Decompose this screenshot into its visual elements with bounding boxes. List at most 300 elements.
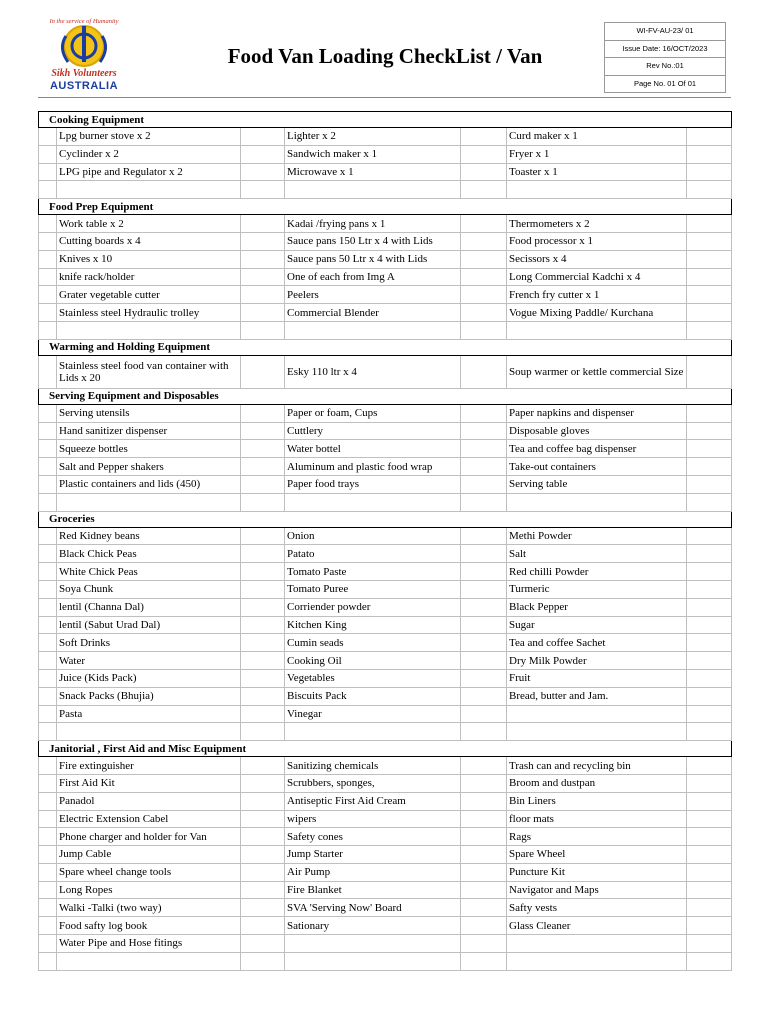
check-box-cell[interactable] [461,652,507,670]
check-box-cell[interactable] [461,580,507,598]
row-margin-cell [39,723,57,741]
checklist-item: Cuttlery [285,422,461,440]
checklist-item: Antiseptic First Aid Cream [285,792,461,810]
logo-name: Sikh Volunteers [51,68,117,79]
check-box-cell[interactable] [461,598,507,616]
checklist-row [39,935,732,953]
checklist-item: Fruit [507,669,687,687]
checklist-item: Long Ropes [57,881,241,899]
checklist-row [39,634,732,652]
check-box-cell[interactable] [241,580,285,598]
check-box-cell[interactable] [241,475,285,493]
check-box-cell[interactable] [241,181,285,199]
check-box-cell[interactable] [241,881,285,899]
check-box-cell[interactable] [687,493,732,511]
check-box-cell[interactable] [241,458,285,476]
check-box-cell[interactable] [461,669,507,687]
check-box-cell[interactable] [461,810,507,828]
checklist-item: White Chick Peas [57,563,241,581]
checklist-item [57,952,241,970]
check-box-cell[interactable] [687,757,732,775]
check-box-cell[interactable] [241,232,285,250]
check-box-cell[interactable] [241,935,285,953]
checklist-row [39,792,732,810]
checklist-row [39,545,732,563]
row-margin-cell [39,404,57,422]
row-margin-cell [39,458,57,476]
checklist-item [507,723,687,741]
checklist-row [39,422,732,440]
check-box-cell[interactable] [241,616,285,634]
checklist-item [507,493,687,511]
check-box-cell[interactable] [687,458,732,476]
checklist-item: Soft Drinks [57,634,241,652]
checklist-item: Toaster x 1 [507,163,687,181]
check-box-cell[interactable] [461,545,507,563]
checklist-row [39,723,732,741]
row-margin-cell [39,881,57,899]
check-box-cell[interactable] [461,935,507,953]
check-box-cell[interactable] [687,304,732,322]
checklist-item: Fire Blanket [285,881,461,899]
checklist-item: Serving table [507,475,687,493]
checklist-item: Puncture Kit [507,863,687,881]
checklist-item: Squeeze bottles [57,440,241,458]
checklist-item: Broom and dustpan [507,774,687,792]
checklist-row [39,757,732,775]
checklist-item [285,935,461,953]
check-box-cell[interactable] [461,917,507,935]
checklist-item: Cyclinder x 2 [57,145,241,163]
checklist-item: Scrubbers, sponges, [285,774,461,792]
header-divider [38,97,731,98]
checklist-item: Stainless steel Hydraulic trolley [57,304,241,322]
check-box-cell[interactable] [241,828,285,846]
checklist-item: Methi Powder [507,527,687,545]
checklist-item: Water [57,652,241,670]
checklist-item: Walki -Talki (two way) [57,899,241,917]
check-box-cell[interactable] [687,215,732,233]
check-box-cell[interactable] [687,475,732,493]
checklist-item: Panadol [57,792,241,810]
check-box-cell[interactable] [687,952,732,970]
check-box-cell[interactable] [687,774,732,792]
check-box-cell[interactable] [241,286,285,304]
row-margin-cell [39,493,57,511]
check-box-cell[interactable] [241,652,285,670]
check-box-cell[interactable] [687,527,732,545]
check-box-cell[interactable] [687,580,732,598]
check-box-cell[interactable] [241,723,285,741]
row-margin-cell [39,580,57,598]
checklist-item [285,181,461,199]
row-margin-cell [39,321,57,339]
row-margin-cell [39,181,57,199]
check-box-cell[interactable] [461,723,507,741]
row-margin-cell [39,757,57,775]
checklist-item: Stainless steel food van container with Lids x 20 [57,355,241,388]
check-box-cell[interactable] [687,899,732,917]
checklist-item: Sugar [507,616,687,634]
checklist-row [39,863,732,881]
checklist-item: knife rack/holder [57,268,241,286]
check-box-cell[interactable] [461,458,507,476]
row-margin-cell [39,616,57,634]
check-box-cell[interactable] [461,863,507,881]
checklist-item [285,321,461,339]
checklist-row [39,846,732,864]
checklist-item: Electric Extension Cabel [57,810,241,828]
check-box-cell[interactable] [461,355,507,388]
checklist-item: Fryer x 1 [507,145,687,163]
check-box-cell[interactable] [687,846,732,864]
check-box-cell[interactable] [687,881,732,899]
checklist-row [39,563,732,581]
row-margin-cell [39,917,57,935]
check-box-cell[interactable] [461,634,507,652]
check-box-cell[interactable] [461,181,507,199]
checklist-item: Serving utensils [57,404,241,422]
check-box-cell[interactable] [687,723,732,741]
checklist-item: Plastic containers and lids (450) [57,475,241,493]
checklist-item: Air Pump [285,863,461,881]
checklist-item: Sauce pans 150 Ltr x 4 with Lids [285,232,461,250]
checklist-item: Snack Packs (Bhujia) [57,687,241,705]
check-box-cell[interactable] [241,250,285,268]
check-box-cell[interactable] [687,563,732,581]
check-box-cell[interactable] [687,810,732,828]
check-box-cell[interactable] [461,828,507,846]
checklist-item: Paper or foam, Cups [285,404,461,422]
check-box-cell[interactable] [687,232,732,250]
check-box-cell[interactable] [241,634,285,652]
check-box-cell[interactable] [241,545,285,563]
check-box-cell[interactable] [241,563,285,581]
checklist-item: Disposable gloves [507,422,687,440]
check-box-cell[interactable] [687,598,732,616]
checklist-item: Knives x 10 [57,250,241,268]
check-box-cell[interactable] [241,687,285,705]
check-box-cell[interactable] [687,145,732,163]
row-margin-cell [39,652,57,670]
row-margin-cell [39,774,57,792]
checklist-item: Safety cones [285,828,461,846]
check-box-cell[interactable] [687,268,732,286]
check-box-cell[interactable] [461,757,507,775]
check-box-cell[interactable] [241,404,285,422]
checklist-item: Navigator and Maps [507,881,687,899]
checklist-item: Spare wheel change tools [57,863,241,881]
checklist-item: Tea and coffee Sachet [507,634,687,652]
document-number: WI-FV-AU-23/ 01 [605,23,725,41]
check-box-cell[interactable] [241,355,285,388]
check-box-cell[interactable] [461,440,507,458]
checklist-item: floor mats [507,810,687,828]
checklist-item: Secissors x 4 [507,250,687,268]
row-margin-cell [39,598,57,616]
check-box-cell[interactable] [241,598,285,616]
checklist-item: Glass Cleaner [507,917,687,935]
row-margin-cell [39,810,57,828]
row-margin-cell [39,863,57,881]
check-box-cell[interactable] [687,652,732,670]
checklist-item: Black Pepper [507,598,687,616]
checklist-item [507,321,687,339]
checklist-item: Paper napkins and dispenser [507,404,687,422]
check-box-cell[interactable] [687,669,732,687]
checklist-item: Lighter x 2 [285,128,461,146]
checklist-item: Patato [285,545,461,563]
checklist-item: Long Commercial Kadchi x 4 [507,268,687,286]
check-box-cell[interactable] [687,705,732,723]
check-box-cell[interactable] [461,527,507,545]
check-box-cell[interactable] [461,846,507,864]
checklist-item: lentil (Sabut Urad Dal) [57,616,241,634]
checklist-row [39,881,732,899]
row-margin-cell [39,846,57,864]
checklist-item: Water bottel [285,440,461,458]
issue-date: Issue Date: 16/OCT/2023 [605,41,725,59]
checklist-item: Peelers [285,286,461,304]
row-margin-cell [39,355,57,388]
check-box-cell[interactable] [687,545,732,563]
check-box-cell[interactable] [687,935,732,953]
check-box-cell[interactable] [241,917,285,935]
check-box-cell[interactable] [461,404,507,422]
check-box-cell[interactable] [241,304,285,322]
logo-country: AUSTRALIA [49,80,119,92]
check-box-cell[interactable] [687,321,732,339]
check-box-cell[interactable] [241,440,285,458]
revision-number: Rev No.:01 [605,58,725,76]
checklist-item: Work table x 2 [57,215,241,233]
check-box-cell[interactable] [461,563,507,581]
checklist-item [507,935,687,953]
check-box-cell[interactable] [687,286,732,304]
section-heading: Groceries [39,511,732,527]
check-box-cell[interactable] [687,440,732,458]
checklist-row [39,687,732,705]
row-margin-cell [39,145,57,163]
checklist-item: Onion [285,527,461,545]
check-box-cell[interactable] [687,422,732,440]
check-box-cell[interactable] [241,705,285,723]
row-margin-cell [39,669,57,687]
check-box-cell[interactable] [461,422,507,440]
checklist-row [39,580,732,598]
checklist-item: Bread, butter and Jam. [507,687,687,705]
checklist-row [39,440,732,458]
section-heading: Cooking Equipment [39,112,732,128]
checklist-item [285,723,461,741]
checklist-row [39,493,732,511]
row-margin-cell [39,440,57,458]
checklist-item: Vinegar [285,705,461,723]
check-box-cell[interactable] [461,899,507,917]
check-box-cell[interactable] [687,863,732,881]
row-margin-cell [39,792,57,810]
checklist-row [39,321,732,339]
check-box-cell[interactable] [241,669,285,687]
document-title: Food Van Loading CheckList / Van [227,44,543,68]
check-box-cell[interactable] [687,687,732,705]
checklist-item [285,952,461,970]
checklist-item: wipers [285,810,461,828]
checklist-item: Corriender powder [285,598,461,616]
check-box-cell[interactable] [687,163,732,181]
check-box-cell[interactable] [241,863,285,881]
checklist-item: Fire extinguisher [57,757,241,775]
checklist-item: Cooking Oil [285,652,461,670]
checklist-item: Kadai /frying pans x 1 [285,215,461,233]
check-box-cell[interactable] [461,286,507,304]
checklist-item: Cutting boards x 4 [57,232,241,250]
row-margin-cell [39,128,57,146]
check-box-cell[interactable] [241,422,285,440]
check-box-cell[interactable] [687,792,732,810]
checklist-row [39,145,732,163]
checklist-item: SVA 'Serving Now' Board [285,899,461,917]
row-margin-cell [39,163,57,181]
check-box-cell[interactable] [687,250,732,268]
checklist-item: Sanitizing chemicals [285,757,461,775]
checklist-item: Turmeric [507,580,687,598]
check-box-cell[interactable] [461,616,507,634]
checklist-row [39,598,732,616]
checklist-item: LPG pipe and Regulator x 2 [57,163,241,181]
checklist-item: Pasta [57,705,241,723]
check-box-cell[interactable] [687,917,732,935]
check-box-cell[interactable] [461,215,507,233]
page-number: Page No. 01 Of 01 [633,78,697,88]
check-box-cell[interactable] [461,792,507,810]
check-box-cell[interactable] [241,810,285,828]
check-box-cell[interactable] [241,846,285,864]
checklist-item: Soup warmer or kettle commercial Size [507,355,687,388]
check-box-cell[interactable] [687,828,732,846]
checklist-item: Bin Liners [507,792,687,810]
organization-logo [38,18,130,94]
checklist-row [39,527,732,545]
checklist-item: Water Pipe and Hose fitings [57,935,241,953]
checklist-row [39,669,732,687]
row-margin-cell [39,304,57,322]
checklist-item: Curd maker x 1 [507,128,687,146]
check-box-cell[interactable] [241,899,285,917]
checklist-row [39,181,732,199]
check-box-cell[interactable] [461,687,507,705]
document-info-box [604,22,726,93]
check-box-cell[interactable] [687,181,732,199]
check-box-cell[interactable] [461,304,507,322]
row-margin-cell [39,215,57,233]
check-box-cell[interactable] [241,792,285,810]
checklist-item: Esky 110 ltr x 4 [285,355,461,388]
check-box-cell[interactable] [461,321,507,339]
checklist-row [39,404,732,422]
row-margin-cell [39,687,57,705]
check-box-cell[interactable] [461,232,507,250]
checklist-item: Red chilli Powder [507,563,687,581]
checklist-item: Grater vegetable cutter [57,286,241,304]
checklist-item: Safty vests [507,899,687,917]
checklist-item: Sandwich maker x 1 [285,145,461,163]
check-box-cell[interactable] [241,527,285,545]
check-box-cell[interactable] [461,268,507,286]
check-box-cell[interactable] [461,128,507,146]
check-box-cell[interactable] [461,475,507,493]
check-box-cell[interactable] [241,215,285,233]
checklist-row [39,286,732,304]
row-margin-cell [39,545,57,563]
checklist-item [57,321,241,339]
check-box-cell[interactable] [461,493,507,511]
checklist-item: Biscuits Pack [285,687,461,705]
checklist-item: Lpg burner stove x 2 [57,128,241,146]
row-margin-cell [39,286,57,304]
checklist-row [39,616,732,634]
check-box-cell[interactable] [461,881,507,899]
checklist-item: Microwave x 1 [285,163,461,181]
checklist-item [507,705,687,723]
checklist-row [39,268,732,286]
row-margin-cell [39,634,57,652]
checklist-item [57,181,241,199]
check-box-cell[interactable] [241,952,285,970]
check-box-cell[interactable] [461,774,507,792]
checklist-item: lentil (Channa Dal) [57,598,241,616]
check-box-cell[interactable] [687,616,732,634]
check-box-cell[interactable] [241,493,285,511]
check-box-cell[interactable] [687,634,732,652]
checklist-row [39,355,732,388]
check-box-cell[interactable] [461,952,507,970]
checklist-item: First Aid Kit [57,774,241,792]
checklist-item: Soya Chunk [57,580,241,598]
checklist-item: Food safty log book [57,917,241,935]
checklist-item: Vegetables [285,669,461,687]
check-box-cell[interactable] [687,355,732,388]
checklist-item: Cumin seads [285,634,461,652]
checklist-item: Jump Cable [57,846,241,864]
checklist-item: Juice (Kids Pack) [57,669,241,687]
row-margin-cell [39,828,57,846]
checklist-item: Dry Milk Powder [507,652,687,670]
checklist-item: French fry cutter x 1 [507,286,687,304]
check-box-cell[interactable] [241,128,285,146]
check-box-cell[interactable] [461,250,507,268]
row-margin-cell [39,527,57,545]
check-box-cell[interactable] [241,757,285,775]
check-box-cell[interactable] [687,128,732,146]
check-box-cell[interactable] [241,268,285,286]
checklist-row [39,652,732,670]
check-box-cell[interactable] [241,774,285,792]
check-box-cell[interactable] [687,404,732,422]
check-box-cell[interactable] [241,145,285,163]
check-box-cell[interactable] [461,705,507,723]
checklist-item [57,723,241,741]
checklist-item: Tomato Paste [285,563,461,581]
checklist-item: Spare Wheel [507,846,687,864]
checklist-row [39,705,732,723]
check-box-cell[interactable] [461,163,507,181]
checklist-item [507,181,687,199]
check-box-cell[interactable] [461,145,507,163]
check-box-cell[interactable] [241,321,285,339]
checklist-item: Trash can and recycling bin [507,757,687,775]
check-box-cell[interactable] [241,163,285,181]
